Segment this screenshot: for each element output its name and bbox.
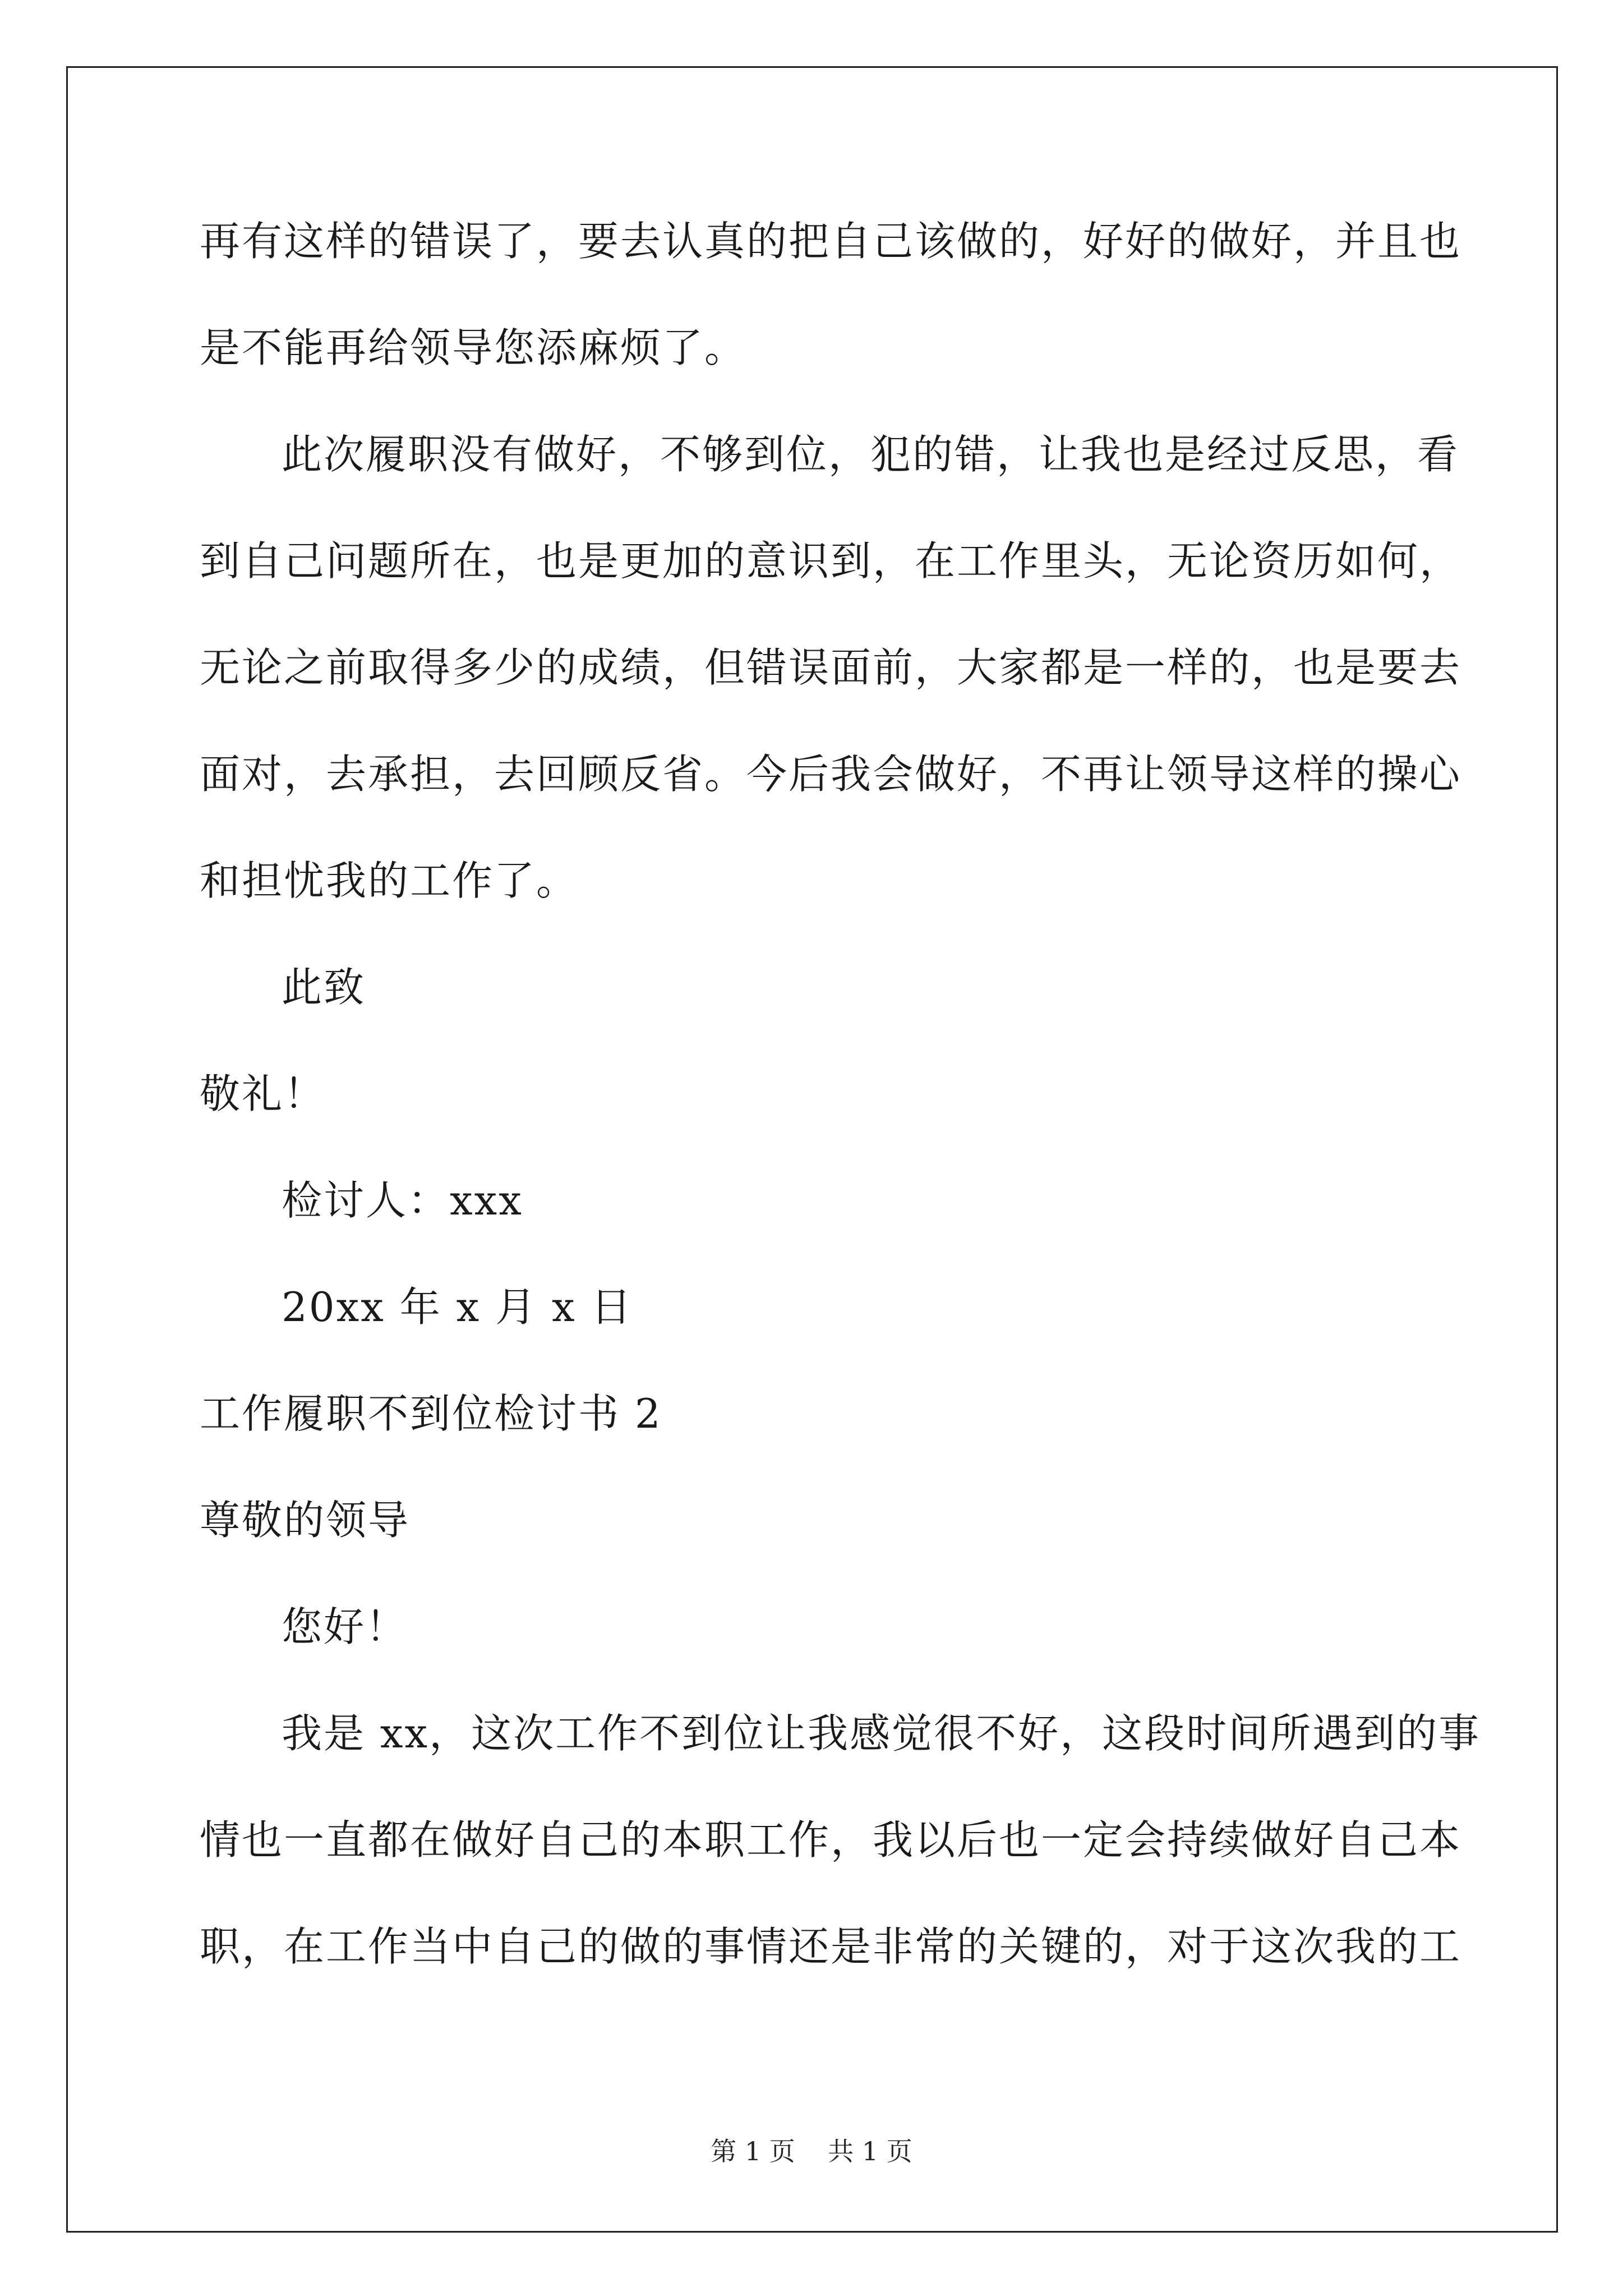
addressee-line: 尊敬的领导 [200,1497,411,1544]
section-title: 工作履职不到位检讨书 2 [200,1390,662,1437]
salutation-regards: 敬礼！ [200,1070,326,1117]
text-line: 是不能再给领导您添麻烦了。 [200,324,747,371]
text-line: 此次履职没有做好，不够到位，犯的错，让我也是经过反思，看 [282,431,1460,478]
signer-line: 检讨人：xxx [282,1177,523,1224]
date-line: 20xx 年 x 月 x 日 [282,1283,633,1331]
greeting-line: 您好！ [282,1603,408,1650]
text-line: 我是 xx，这次工作不到位让我感觉很不好，这段时间所遇到的事 [282,1710,1481,1757]
page-total: 共 1 页 [828,2136,912,2166]
text-line: 情也一直都在做好自己的本职工作，我以后也一定会持续做好自己本 [200,1816,1462,1864]
text-line: 到自己问题所在，也是更加的意识到，在工作里头，无论资历如何， [200,537,1462,585]
text-line: 职，在工作当中自己的做的事情还是非常的关键的，对于这次我的工 [200,1923,1462,1970]
page-footer [0,2137,1623,2165]
text-line: 无论之前取得多少的成绩，但错误面前，大家都是一样的，也是要去 [200,644,1462,691]
text-line: 面对，去承担，去回顾反省。今后我会做好，不再让领导这样的操心 [200,751,1462,798]
page-number: 第 1 页 [711,2136,795,2166]
salutation-closing: 此致 [282,964,366,1011]
document-body [200,218,1481,2033]
text-line: 和担忧我的工作了。 [200,857,579,904]
text-line: 再有这样的错误了，要去认真的把自己该做的，好好的做好，并且也 [200,218,1462,265]
